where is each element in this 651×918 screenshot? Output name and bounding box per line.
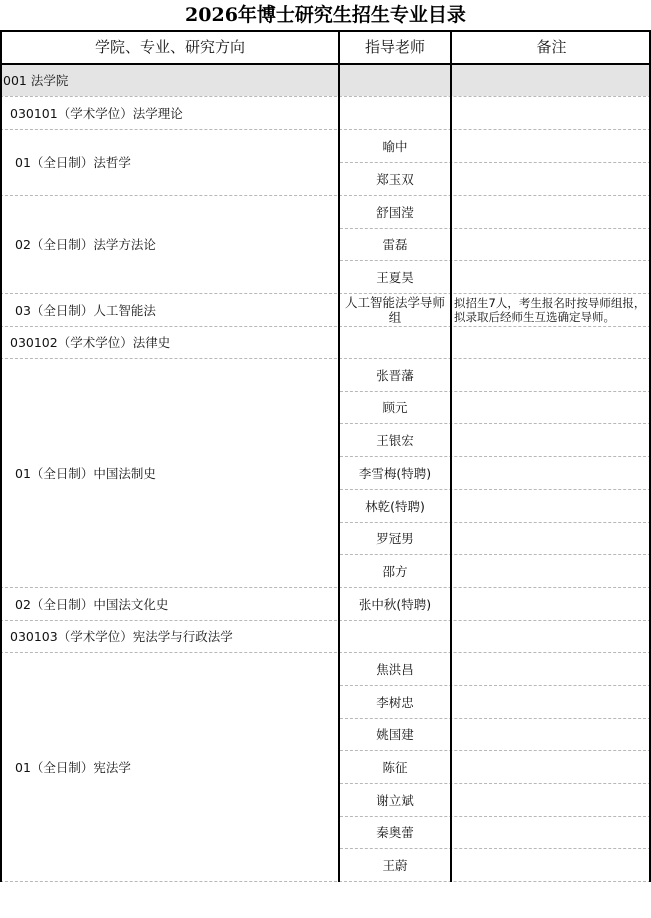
row-divider bbox=[0, 293, 651, 294]
row-divider bbox=[340, 260, 651, 261]
row-divider bbox=[340, 816, 651, 817]
direction-name: 02（全日制）中国法文化史 bbox=[15, 596, 169, 612]
row-divider bbox=[340, 228, 651, 229]
header-col-program: 学院、专业、研究方向 bbox=[94, 38, 245, 56]
advisor-name: 张中秋(特聘) bbox=[358, 596, 432, 612]
advisor-name: 陈征 bbox=[382, 759, 408, 775]
page-title: 2026年博士研究生招生专业目录 bbox=[185, 4, 466, 26]
row-divider bbox=[0, 652, 651, 653]
row-divider bbox=[0, 195, 651, 196]
row-divider bbox=[0, 358, 651, 359]
advisor-name: 林乾(特聘) bbox=[365, 498, 425, 514]
advisor-name: 谢立斌 bbox=[376, 792, 414, 808]
advisor-name: 李雪梅(特聘) bbox=[358, 465, 432, 481]
advisor-name: 秦奥蕾 bbox=[376, 825, 414, 840]
advisor-name: 郑玉双 bbox=[376, 171, 414, 187]
row-divider bbox=[340, 456, 651, 457]
row-divider bbox=[340, 718, 651, 719]
advisor-name: 王夏昊 bbox=[376, 269, 414, 285]
remark-text: 拟招生7人，考生报名时按导师组报，拟录取后经师生互选确定导师。 bbox=[454, 295, 646, 324]
row-divider bbox=[340, 848, 651, 849]
advisor-name: 王蔚 bbox=[382, 857, 408, 873]
row-divider bbox=[0, 129, 651, 130]
direction-name: 03（全日制）人工智能法 bbox=[15, 302, 156, 318]
row-divider bbox=[340, 554, 651, 555]
row-divider bbox=[340, 750, 651, 751]
row-divider bbox=[0, 96, 651, 97]
school-name: 001 法学院 bbox=[3, 73, 69, 88]
advisor-name: 罗冠男 bbox=[376, 531, 414, 546]
major-name: 030103（学术学位）宪法学与行政法学 bbox=[10, 629, 233, 644]
advisor-name: 舒国滢 bbox=[376, 204, 414, 220]
row-divider bbox=[340, 685, 651, 686]
advisor-name: 姚国建 bbox=[376, 727, 414, 742]
advisor-name: 张晋藩 bbox=[376, 367, 414, 383]
row-divider bbox=[340, 423, 651, 424]
advisor-name: 李树忠 bbox=[376, 694, 414, 710]
advisor-name: 顾元 bbox=[382, 400, 408, 415]
header-bottom-border bbox=[0, 63, 651, 65]
row-divider bbox=[0, 587, 651, 588]
column-divider bbox=[338, 30, 340, 882]
row-divider bbox=[340, 522, 651, 523]
major-name: 030102（学术学位）法律史 bbox=[10, 335, 171, 350]
header-col-advisor: 指导老师 bbox=[364, 38, 425, 56]
table-left-border bbox=[0, 30, 2, 882]
direction-name: 02（全日制）法学方法论 bbox=[15, 237, 156, 252]
header-col-remarks: 备注 bbox=[536, 38, 567, 56]
advisor-name: 邵方 bbox=[382, 563, 408, 579]
column-divider bbox=[450, 30, 452, 882]
direction-name: 01（全日制）中国法制史 bbox=[15, 465, 156, 481]
major-name: 030101（学术学位）法学理论 bbox=[10, 105, 183, 121]
advisor-name: 王银宏 bbox=[376, 432, 414, 448]
row-divider bbox=[340, 489, 651, 490]
row-divider bbox=[0, 620, 651, 621]
advisor-name: 焦洪昌 bbox=[376, 661, 414, 677]
row-divider bbox=[0, 881, 651, 882]
row-divider bbox=[340, 391, 651, 392]
table-top-border bbox=[0, 30, 651, 32]
row-divider bbox=[0, 326, 651, 327]
advisor-name: 喻中 bbox=[382, 138, 408, 154]
row-divider bbox=[340, 162, 651, 163]
row-divider bbox=[340, 783, 651, 784]
direction-name: 01（全日制）法哲学 bbox=[15, 155, 131, 170]
advisor-name: 雷磊 bbox=[382, 237, 408, 252]
advisor-group-name: 人工智能法学导师组 bbox=[344, 294, 445, 325]
direction-name: 01（全日制）宪法学 bbox=[15, 759, 131, 775]
